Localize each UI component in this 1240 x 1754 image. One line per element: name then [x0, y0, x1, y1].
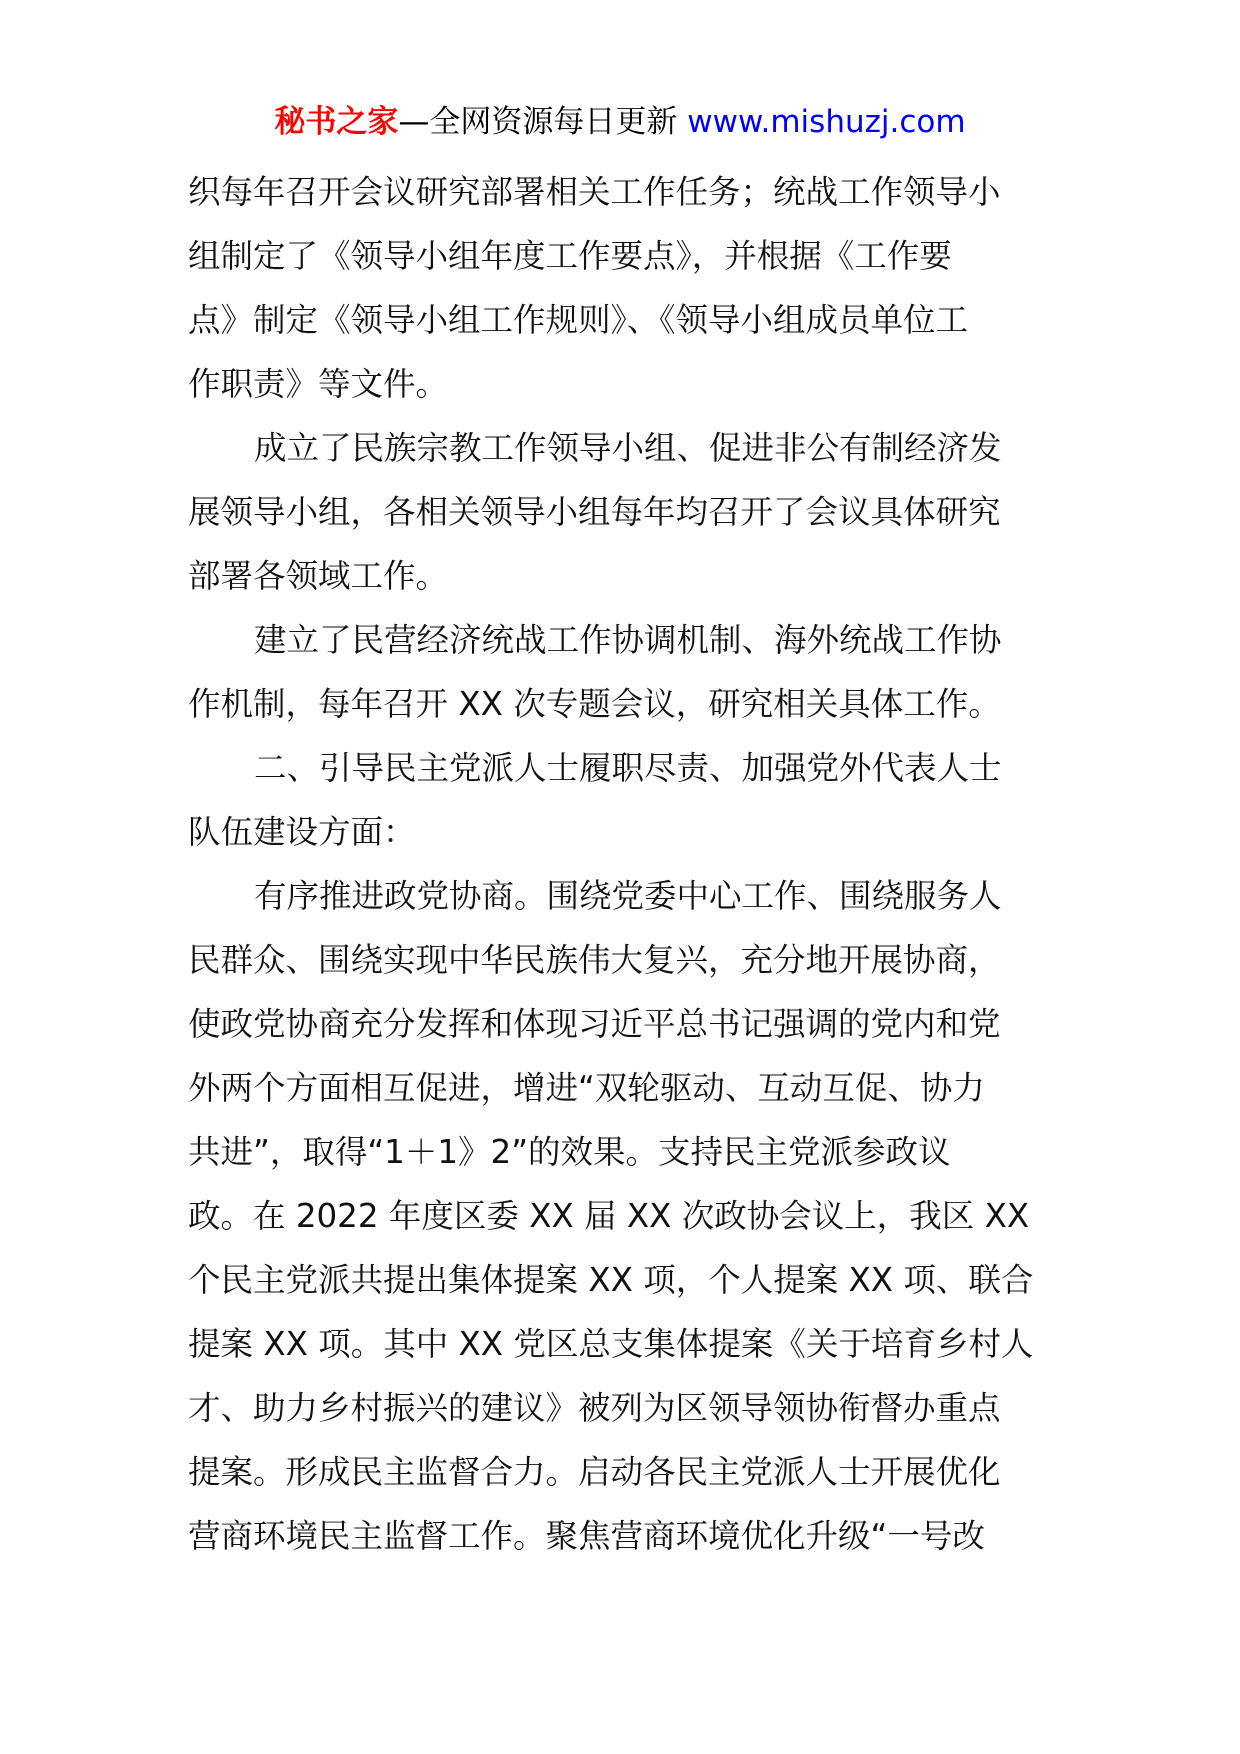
body-line: 提案。形成民主监督合力。启动各民主党派人士开展优化: [188, 1453, 1001, 1491]
body-line: 展领导小组，各相关领导小组每年均召开了会议具体研究: [188, 493, 1001, 531]
body-line: 民群众、围绕实现中华民族伟大复兴，充分地开展协商，: [188, 941, 1001, 979]
header-slogan: —全网资源每日更新: [398, 104, 688, 140]
body-line: 点》制定《领导小组工作规则》、《领导小组成员单位工: [188, 301, 969, 339]
brand-name: 秘书之家: [274, 104, 399, 140]
body-line: 使政党协商充分发挥和体现习近平总书记强调的党内和党: [188, 1005, 1001, 1043]
body-line: 共进”，取得“1＋1》2”的效果。支持民主党派参政议: [188, 1133, 951, 1171]
website-link[interactable]: www.mishuzj.com: [687, 104, 966, 140]
paragraph-first-line: 建立了民营经济统战工作协调机制、海外统战工作协: [254, 621, 1002, 659]
body-line: 作职责》等文件。: [188, 365, 449, 403]
paragraph-first-line: 成立了民族宗教工作领导小组、促进非公有制经济发: [254, 429, 1002, 467]
body-line: 才、助力乡村振兴的建议》被列为区领导领协衔督办重点: [188, 1389, 1001, 1427]
section-heading: 二、引导民主党派人士履职尽责、加强党外代表人士: [254, 749, 1002, 787]
body-line: 组制定了《领导小组年度工作要点》，并根据《工作要: [188, 237, 952, 275]
document-body: [188, 160, 1060, 1568]
paragraph-first-line: 有序推进政党协商。围绕党委中心工作、围绕服务人: [254, 877, 1002, 915]
page-header: [0, 102, 1240, 142]
body-line: 部署各领域工作。: [188, 557, 449, 595]
body-line: 作机制，每年召开 XX 次专题会议，研究相关具体工作。: [188, 685, 1001, 723]
body-line: 营商环境民主监督工作。聚焦营商环境优化升级“一号改: [188, 1517, 985, 1555]
body-line: 政。在 2022 年度区委 XX 届 XX 次政协会议上，我区 XX: [188, 1197, 1030, 1235]
body-line: 个民主党派共提出集体提案 XX 项，个人提案 XX 项、联合: [188, 1261, 1034, 1299]
body-line: 外两个方面相互促进，增进“双轮驱动、互动互促、协力: [188, 1069, 985, 1107]
body-line: 提案 XX 项。其中 XX 党区总支集体提案《关于培育乡村人: [188, 1325, 1034, 1363]
section-heading-cont: 队伍建设方面：: [188, 813, 416, 851]
body-line: 织每年召开会议研究部署相关工作任务；统战工作领导小: [188, 173, 1001, 211]
